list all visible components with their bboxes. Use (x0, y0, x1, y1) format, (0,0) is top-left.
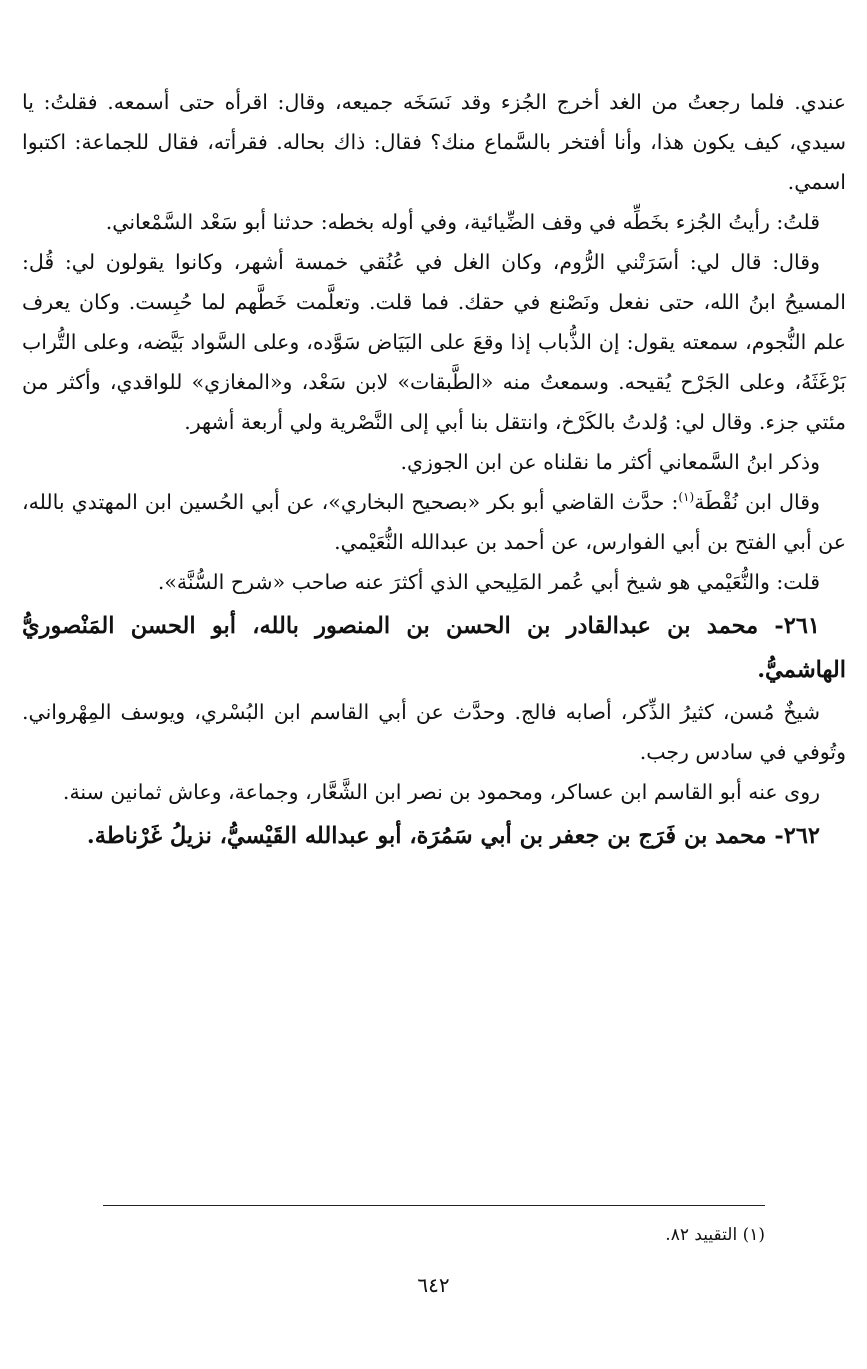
naqta-after: : حدَّث القاضي أبو بكر «بصحيح البخاري»، عن أبي الحُسين ابن المهتدي بالله، عن أبي الفتح بن أبي الفوارس، عن أحمد بن عبدالله النُّعَيْمي. (22, 490, 846, 554)
entry-heading-262: ٢٦٢- محمد بن فَرَج بن جعفر بن أبي سَمُرَة، أبو عبدالله القَيْسيُّ، نزيلُ غَرْناطة. (86, 823, 820, 849)
footnote-divider (103, 1205, 765, 1206)
entry-261-paragraph-2: روى عنه أبو القاسم ابن عساكر، ومحمود بن نصر ابن الشَّعَّار، وجماعة، وعاش ثمانين سنة. (62, 780, 820, 804)
paragraph-2: قلتُ: رأيتُ الجُزء بخَطِّه في وقف الضِّيائية، وفي أوله بخطه: حدثنا أبو سَعْد السَّمْعاني. (105, 210, 820, 234)
page-body (22, 82, 846, 858)
entry-261-paragraph-1: شيخٌ مُسن، كثيرُ الذِّكر، أصابه فالج. وحدَّث عن أبي القاسم ابن البُسْري، ويوسف المِهْرواني. وتُوفي في سادس رجب. (22, 700, 846, 764)
paragraph-naqta (22, 482, 846, 562)
paragraph-1: عندي. فلما رجعتُ من الغد أخرج الجُزء وقد نَسَخَه جميعه، وقال: اقرأه حتى أسمعه. فقلتُ: يا سيدي، كيف يكون هذا، وأنا أفتخر بالسَّماع منك؟ فقال: ذاك بحاله. فقرأته، فقال للجماعة: اكتبوا اسمي. (22, 90, 846, 194)
footnote: (١) التقييد ٨٢. (665, 1225, 765, 1245)
entry-heading-261: ٢٦١- محمد بن عبدالقادر بن الحسن بن المنصور بالله، أبو الحسن المَنْصوريُّ الهاشميُّ. (22, 613, 846, 683)
paragraph-qult: قلت: والنُّعَيْمي هو شيخ أبي عُمر المَلِيحي الذي أكثرَ عنه صاحب «شرح السُّنَّة». (157, 570, 820, 594)
paragraph-4: وذكر ابنُ السَّمعاني أكثر ما نقلناه عن ابن الجوزي. (400, 450, 820, 474)
naqta-before: وقال ابن نُقْطَة (694, 490, 821, 514)
page-number: ٦٤٢ (417, 1273, 450, 1297)
paragraph-3: وقال: قال لي: أسَرَتْني الرُّوم، وكان الغل في عُنُقي خمسة أشهر، وكانوا يقولون لي: قُل: المسيحُ ابنُ الله، حتى نفعل ونَصْنع في حقك. فما قلت. وتعلَّمت خَطَّهم لما حُبِست. وكان يعرف علم النُّجوم، سمعته يقول: إن الذُّباب إذا وقعَ على البَيَاض سَوَّده، وعلى السَّواد بَيَّضه، وعلى التُّراب بَرْغَثَهُ، وعلى الجَرْح يُقيحه. وسمعتُ منه «الطَّبقات» لابن سَعْد، و«المغازي» للواقدي، وأكثر من مئتي جزء. وقال لي: وُلدتُ بالكَرْخ، وانتقل بنا أبي إلى النَّصْرية ولي أربعة أشهر. (22, 250, 846, 434)
footnote-reference: (١) (678, 490, 695, 505)
